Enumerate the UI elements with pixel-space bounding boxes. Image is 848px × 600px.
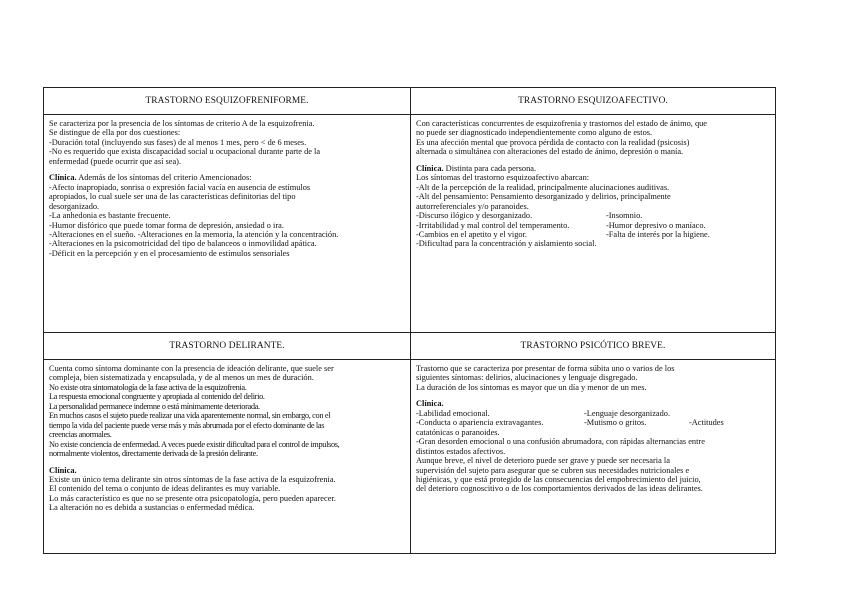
text-line: -Alteraciones en la psicomotricidad del tipo de balanceos o inmovilidad apática. [49,239,317,249]
text-line: compleja, bien sistematizada y encapsulada, y de al menos un mes de duración. [49,373,314,383]
symptom-right: -Lenguaje desorganizado. [584,408,671,418]
spacer [416,157,770,164]
cell-esquizoafectivo [411,115,776,333]
text-line: La personalidad permanece indemne o está mínimamente deteriorada. [49,401,260,411]
title-psicotico-breve: TRASTORNO PSICÓTICO BREVE. [411,333,776,360]
symptom-pair [416,211,770,220]
symptom-pair [416,221,770,230]
symptom-left: -Discurso ilógico y desorganizado. [416,211,533,221]
text-line: -Humor disfórico que puede tomar forma de depresión, ansiedad o ira. [49,220,284,230]
symptom-left: -Cambios en el apetito y el vigor. [416,229,527,239]
text-line: Es una afección mental que provoca pérdida de contacto con la realidad (psicosis) [416,137,690,147]
symptom-pair [416,230,770,239]
text-line: alternada o simultánea con alteraciones del estado de ánimo, depresión o manía. [416,147,684,157]
body-row-bottom [44,360,776,554]
clinica-line [416,164,770,173]
text-line: El contenido del tema o conjunto de ideas delirantes es muy variable. [49,484,281,494]
symptom-left: -Labilidad emocional. [416,408,490,418]
spacer [416,392,770,399]
text-line: -Afecto inapropiado, sonrisa o expresión facial vacía en ausencia de estímulos [49,182,311,192]
text-line: enfermedad (puede ocurrir que así sea). [49,156,182,166]
symptom-right: -Falta de interés por la higiene. [606,229,710,239]
symptom-left: -Irritabilidad y mal control del temperamento. [416,220,570,230]
text-line: normalmente violentos, directamente derivada de la presión delirante. [49,449,258,459]
symptom-right: -Humor depresivo o maníaco. [606,220,706,230]
text-line: En muchos casos el sujeto puede realizar una vida aparentemente normal, sin embargo, con el [49,411,331,421]
text-line: Lo más característico es que no se presente otra psicopatología, pero pueden aparecer. [49,493,336,503]
text-line: Con características concurrentes de esquizofrenia y trastornos del estado de ánimo, que [416,119,707,128]
title-esquizoafectivo: TRASTORNO ESQUIZOAFECTIVO. [411,88,776,115]
clinica-text: Además de los síntomas del criterio Amencionados: [76,173,252,183]
text-line: desorganizado. [49,201,100,211]
text-line: tiempo la vida del paciente puede verse más y más abrumada por el efecto dominante de las [49,420,325,430]
text-line: La duración de los síntomas es mayor que un día y menor de un mes. [416,382,647,392]
disorders-table [43,87,776,554]
cell-delirante [44,360,411,554]
text-line: -Alt del pensamiento: Pensamiento desorganizado y delirios, principalmente [416,192,671,202]
text-line: supervisión del sujeto para asegurar que se cubren sus necesidades nutricionales e [416,465,690,475]
text-line: Se caracteriza por la presencia de los síntomas de criterio A de la esquizofrenia. [49,119,315,128]
text-line: Cuenta como síntoma dominante con la presencia de ideación delirante, que suele ser [49,364,334,373]
spacer [49,166,405,173]
text-line: del deterioro cognoscitivo o de los comportamientos derivados de las ideas delirantes. [416,484,703,494]
text-line: La respuesta emocional congruente y apropiada al contenido del delirio. [49,392,265,402]
text-line: autorreferenciales y/o paranoides. [416,201,529,211]
text-line: no puede ser diagnosticado independientemente como alguno de estos. [416,128,653,138]
text-line: -Alt de la percepción de la realidad, principalmente alucinaciones auditivas. [416,182,670,192]
text-line: creencias anormales. [49,430,112,440]
header-row-top [44,88,776,115]
clinica-label: Clínica. [416,163,444,173]
header-row-bottom [44,333,776,360]
text-line: -La anhedonia es bastante frecuente. [49,211,171,221]
text-line: -Déficit en la percepción y en el procesamiento de estímulos sensoriales [49,248,290,258]
title-esquizofreniforme: TRASTORNO ESQUIZOFRENIFORME. [44,88,411,115]
clinica-label: Clínica. [49,173,77,183]
text-line: Trastorno que se caracteriza por presentar de forma súbita uno o varios de los [416,364,675,373]
text-line: catatónicas o paranoides. [416,427,500,437]
title-delirante: TRASTORNO DELIRANTE. [44,333,411,360]
symptom-left: -Conducta o apariencia extravagantes. [416,418,544,428]
symptom-triple [416,418,770,427]
text-line: Aunque breve, el nivel de deterioro puede ser grave y puede ser necesaria la [416,456,670,466]
symptom-right: -Actitudes [689,418,724,428]
body-row-top [44,115,776,333]
clinica-label: Clínica. [416,399,444,409]
text-line: La alteración no es debida a sustancias o enfermedad médica. [49,503,255,513]
text-line: No existe conciencia de enfermedad. A veces puede existir dificultad para el control de impulsos, [49,439,340,449]
text-line: No existe otra sintomatología de la fase activa de la esquizofrenia. [49,382,247,392]
spacer [49,459,405,466]
text-line: -No es requerido que exista discapacidad social u ocupacional durante parte de la [49,147,321,157]
text-line: higiénicas, y que está protegido de las consecuencias del empobrecimiento del juicio, [416,474,701,484]
text-line: apropiados, lo cual suele ser una de las características definitorias del tipo [49,192,296,202]
text-line: siguientes síntomas: delirios, alucinaciones y lenguaje disgregado. [416,373,638,383]
symptom-right: -Insomnio. [606,211,643,221]
text-line: Los síntomas del trastorno esquizoafectivo abarcan: [416,173,590,183]
cell-esquizofreniforme [44,115,411,333]
text-line: distintos estados afectivos. [416,446,506,456]
cell-psicotico-breve [411,360,776,554]
symptom-pair [416,409,770,418]
text-line: -Alteraciones en el sueño. -Alteraciones en la memoria, la atención y la concentración. [49,229,339,239]
text-line: Existe un único tema delirante sin otros síntomas de la fase activa de la esquizofrenia. [49,474,336,484]
text-line: -Gran desorden emocional o una confusión abrumadora, con rápidas alternancias entre [416,437,705,447]
clinica-line [49,173,405,182]
clinica-label: Clínica. [49,465,77,475]
text-line: -Duración total (incluyendo sus fases) de al menos 1 mes, pero < de 6 meses. [49,137,307,147]
clinica-text: Distinta para cada persona. [443,163,537,173]
text-line: -Dificultad para la concentración y aislamiento social. [416,239,597,249]
symptom-middle: -Mutismo o gritos. [584,418,647,428]
text-line: Se distingue de ella por dos cuestiones: [49,128,181,138]
